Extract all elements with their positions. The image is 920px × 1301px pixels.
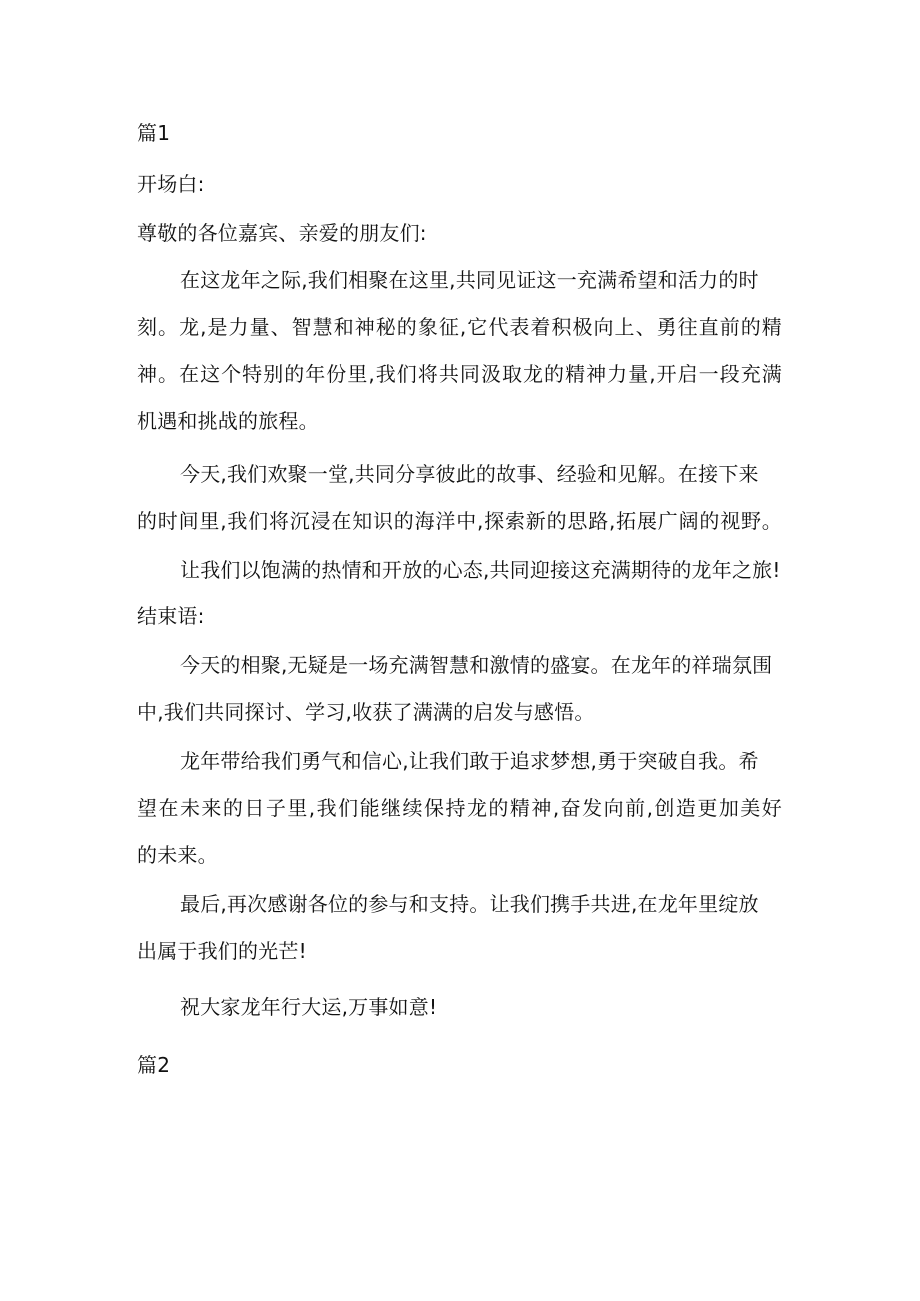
closing-p2-line-1: 龙年带给我们勇气和信心,让我们敢于追求梦想,勇于突破自我。希 [180, 749, 759, 773]
closing-p4-line-1: 祝大家龙年行大运,万事如意! [180, 995, 438, 1019]
opening-p1-line-4: 机遇和挑战的旅程。 [137, 409, 319, 433]
opening-label: 开场白: [137, 172, 205, 196]
section-heading-2: 篇2 [137, 1053, 171, 1077]
closing-p3-line-1: 最后,再次感谢各位的参与和支持。让我们携手共进,在龙年里绽放 [180, 892, 759, 916]
opening-p1-line-2: 刻。龙,是力量、智慧和神秘的象征,它代表着积极向上、勇往直前的精 [137, 315, 782, 339]
closing-p1-line-2: 中,我们共同探讨、学习,收获了满满的启发与感悟。 [137, 700, 595, 724]
opening-p1-line-3: 神。在这个特别的年份里,我们将共同汲取龙的精神力量,开启一段充满 [137, 362, 782, 386]
closing-p1-line-1: 今天的相聚,无疑是一场充满智慧和激情的盛宴。在龙年的祥瑞氛围 [180, 653, 773, 677]
opening-p2-line-2: 的时间里,我们将沉浸在知识的海洋中,探索新的思路,拓展广阔的视野。 [137, 509, 782, 533]
closing-p2-line-3: 的未来。 [137, 843, 218, 867]
opening-p2-line-1: 今天,我们欢聚一堂,共同分享彼此的故事、经验和见解。在接下来 [180, 462, 759, 486]
closing-p2-line-2: 望在未来的日子里,我们能继续保持龙的精神,奋发向前,创造更加美好 [137, 796, 782, 820]
opening-p1-line-1: 在这龙年之际,我们相聚在这里,共同见证这一充满希望和活力的时 [180, 268, 759, 292]
opening-p3-line-1: 让我们以饱满的热情和开放的心态,共同迎接这充满期待的龙年之旅! [180, 558, 781, 582]
closing-p3-line-2: 出属于我们的光芒! [137, 939, 307, 963]
section-heading-1: 篇1 [137, 121, 171, 145]
salutation: 尊敬的各位嘉宾、亲爱的朋友们: [137, 221, 427, 245]
closing-label: 结束语: [137, 604, 205, 628]
